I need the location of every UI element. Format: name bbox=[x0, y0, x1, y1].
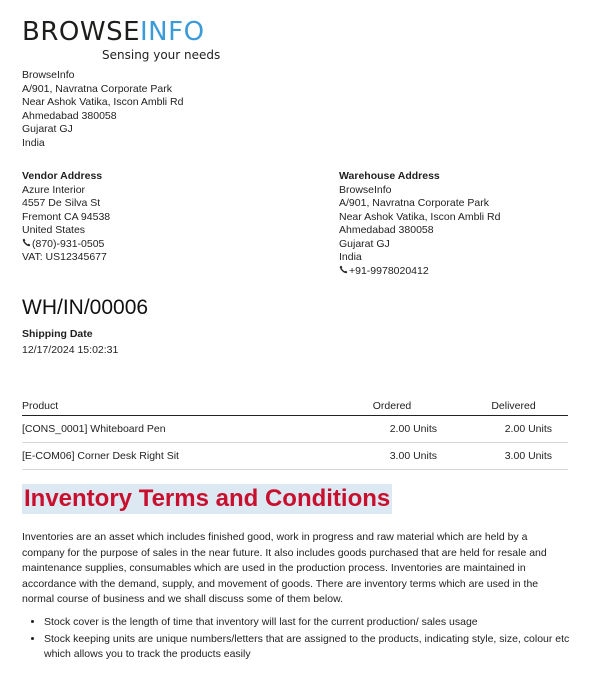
warehouse-address bbox=[339, 170, 500, 278]
logo-tagline: Sensing your needs bbox=[102, 48, 221, 62]
vendor-address-line: 4557 De Silva St bbox=[22, 197, 101, 209]
company-address-line: A/901, Navratna Corporate Park bbox=[22, 82, 172, 95]
warehouse-address-line: Ahmedabad 380058 bbox=[339, 224, 434, 236]
warehouse-address-line: Gujarat GJ bbox=[339, 237, 390, 250]
cell-product: [E-COM06] Corner Desk Right Sit bbox=[22, 443, 325, 470]
cell-delivered: 3.00 Units bbox=[459, 443, 568, 470]
vendor-address bbox=[22, 170, 110, 265]
column-header-delivered: Delivered bbox=[459, 397, 568, 416]
warehouse-address-line: A/901, Navratna Corporate Park bbox=[339, 197, 489, 209]
warehouse-heading: Warehouse Address bbox=[339, 170, 440, 182]
document-reference: WH/IN/00006 bbox=[22, 296, 149, 319]
shipping-date-value: 12/17/2024 15:02:31 bbox=[22, 343, 119, 356]
logo-wordmark bbox=[22, 17, 205, 47]
cell-ordered: 2.00 Units bbox=[325, 416, 459, 443]
warehouse-phone bbox=[339, 265, 500, 279]
terms-bullet-list bbox=[22, 615, 592, 664]
company-address bbox=[22, 69, 183, 150]
company-address-line: Gujarat GJ bbox=[22, 123, 73, 135]
vendor-address-line: Fremont CA 94538 bbox=[22, 210, 111, 223]
vendor-address-line: United States bbox=[22, 224, 86, 236]
column-header-product: Product bbox=[22, 397, 325, 416]
phone-icon bbox=[22, 238, 32, 252]
terms-paragraph: Inventories are an asset which includes finished good, work in progress and raw material which are held by a company for the purpose of sales in the near future. It also includes goods purchased that are held for resale and maintenance supplies, consumables which are used in the production process. Inventories are maintained in accordance with the demand, supply, and movement of goods. There are inventory terms which are used in the normal course of business and we shall discuss some of them below. bbox=[22, 531, 547, 605]
list-item: • Stock cover is the length of time that inventory will last for the current production/ sales usage bbox=[44, 615, 592, 631]
company-address-line: India bbox=[22, 136, 45, 149]
vendor-address-line: Azure Interior bbox=[22, 183, 86, 196]
shipping-date-label: Shipping Date bbox=[22, 328, 93, 340]
shipping-info bbox=[22, 328, 118, 357]
company-address-line: Near Ashok Vatika, Iscon Ambli Rd bbox=[22, 96, 184, 108]
cell-product: [CONS_0001] Whiteboard Pen bbox=[22, 416, 325, 443]
table-row bbox=[22, 416, 568, 443]
company-address-line: Ahmedabad 380058 bbox=[22, 109, 117, 122]
warehouse-address-line: BrowseInfo bbox=[339, 183, 392, 196]
vendor-phone bbox=[22, 238, 110, 252]
company-logo bbox=[22, 17, 221, 62]
vendor-phone-number: (870)-931-0505 bbox=[32, 237, 105, 250]
phone-icon bbox=[339, 265, 349, 279]
table-header-row bbox=[22, 397, 568, 416]
warehouse-address-line: Near Ashok Vatika, Iscon Ambli Rd bbox=[339, 210, 501, 223]
terms-heading: Inventory Terms and Conditions bbox=[24, 485, 391, 512]
list-item: • Stock keeping units are unique numbers/letters that are assigned to the products, indicating style, size, colour etc which allows you to track the products easily bbox=[44, 632, 592, 663]
column-header-ordered: Ordered bbox=[325, 397, 459, 416]
cell-delivered: 2.00 Units bbox=[459, 416, 568, 443]
cell-ordered: 3.00 Units bbox=[325, 443, 459, 470]
product-lines-table bbox=[22, 397, 568, 470]
logo-word-info: INFO bbox=[140, 17, 205, 47]
warehouse-address-line: India bbox=[339, 251, 362, 263]
company-address-line: BrowseInfo bbox=[22, 69, 75, 81]
warehouse-phone-number: +91-9978020412 bbox=[349, 264, 429, 277]
vendor-heading: Vendor Address bbox=[22, 170, 103, 182]
table-row bbox=[22, 443, 568, 470]
vendor-vat: VAT: US12345677 bbox=[22, 251, 107, 263]
logo-word-browse: BROWSE bbox=[22, 17, 141, 47]
